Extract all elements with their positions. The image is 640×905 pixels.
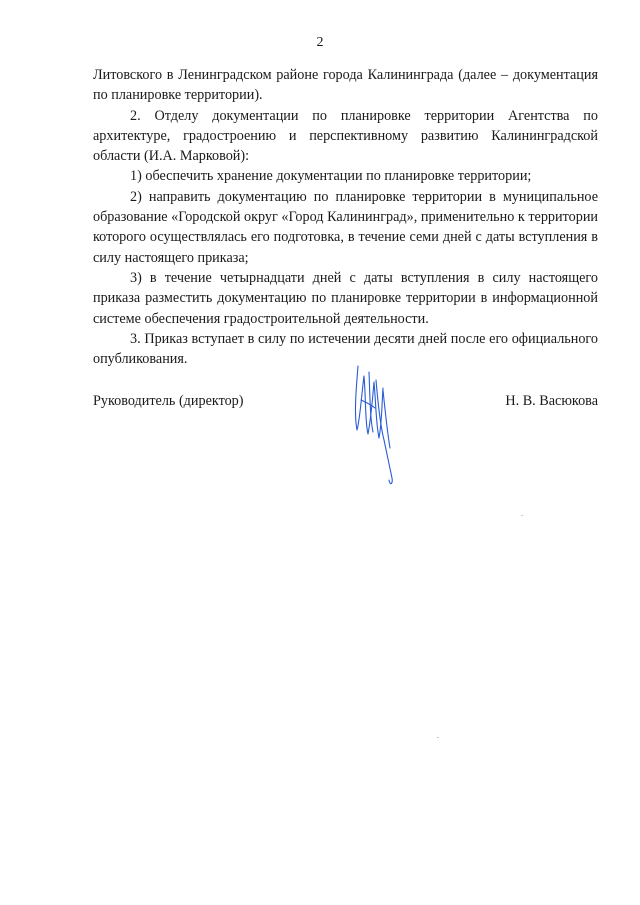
paragraph-subitem-3: 3) в течение четырнадцати дней с даты вступления в силу настоящего приказа разместить документацию по планировке территории в информационной системе обеспечения градостроительной деятельности. bbox=[93, 269, 598, 327]
handwritten-signature bbox=[340, 360, 420, 490]
scan-speck bbox=[437, 737, 439, 738]
paragraph-subitem-1: 1) обеспечить хранение документации по планировке территории; bbox=[130, 168, 532, 185]
paragraph-continuation: Литовского в Ленинградском районе города Калининграда (далее – документация по планировке территории). bbox=[93, 67, 598, 104]
signer-name: Н. В. Васюкова bbox=[505, 393, 598, 409]
paragraph-item-3: 3. Приказ вступает в силу по истечении десяти дней после его официального опубликования. bbox=[93, 330, 598, 368]
page-number: 2 bbox=[316, 35, 324, 50]
scan-speck bbox=[521, 515, 523, 516]
document-body bbox=[93, 65, 598, 369]
paragraph-subitem-2: 2) направить документацию по планировке территории в муниципальное образование «Городской округ «Город Калининград», применительно к территории которого осуществлялась его подготовка, в течение семи дней с даты вступления в силу настоящего приказа; bbox=[93, 188, 598, 266]
signer-title: Руководитель (директор) bbox=[93, 393, 244, 409]
paragraph-item-2: 2. Отделу документации по планировке территории Агентства по архитектуре, градостроению и перспективному развитию Калининградской области (И.А. Марковой): bbox=[93, 107, 598, 165]
